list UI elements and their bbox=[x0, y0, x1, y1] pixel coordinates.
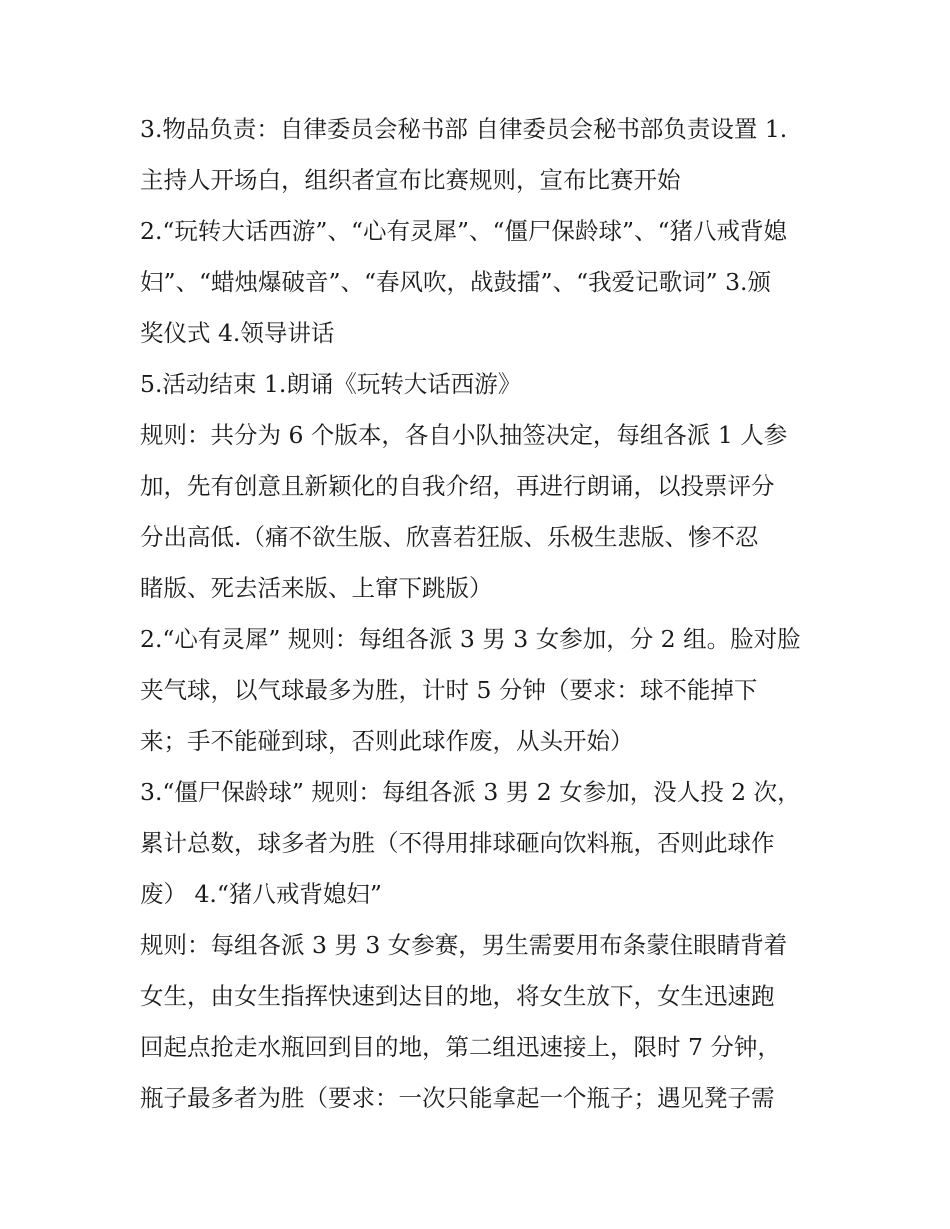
text-line: 规则：每组各派 3 男 3 女参赛，男生需要用布条蒙住眼睛背着 bbox=[140, 931, 788, 959]
document-body bbox=[140, 104, 820, 1124]
text-line: 废） 4.“猪八戒背媳妇” bbox=[140, 880, 382, 908]
text-line: 妇”、“蜡烛爆破音”、“春风吹，战鼓擂”、“我爱记歌词” 3.颁 bbox=[140, 268, 771, 296]
text-line: 主持人开场白，组织者宣布比赛规则，宣布比赛开始 bbox=[140, 166, 681, 194]
text-line: 规则：共分为 6 个版本，各自小队抽签决定，每组各派 1 人参 bbox=[140, 421, 788, 449]
text-line: 2.“玩转大话西游”、“心有灵犀”、“僵尸保龄球”、“猪八戒背媳 bbox=[140, 217, 788, 245]
text-line: 5.活动结束 1.朗诵《玩转大话西游》 bbox=[140, 370, 522, 398]
text-line: 来；手不能碰到球，否则此球作废，从头开始） bbox=[140, 727, 634, 755]
text-line: 2.“心有灵犀” 规则：每组各派 3 男 3 女参加，分 2 组。脸对脸 bbox=[140, 625, 801, 653]
text-line: 瓶子最多者为胜（要求：一次只能拿起一个瓶子；遇见凳子需 bbox=[140, 1084, 775, 1112]
text-line: 夹气球，以气球最多为胜，计时 5 分钟（要求：球不能掉下 bbox=[140, 676, 758, 704]
text-line: 睹版、死去活来版、上窜下跳版） bbox=[140, 574, 493, 602]
text-line: 累计总数，球多者为胜（不得用排球砸向饮料瓶，否则此球作 bbox=[140, 829, 775, 857]
text-line: 3.“僵尸保龄球” 规则：每组各派 3 男 2 女参加，没人投 2 次， bbox=[140, 778, 801, 806]
text-line: 回起点抢走水瓶回到目的地，第二组迅速接上，限时 7 分钟， bbox=[140, 1033, 781, 1061]
text-line: 3.物品负责：自律委员会秘书部 自律委员会秘书部负责设置 1. bbox=[140, 115, 788, 143]
text-line: 女生，由女生指挥快速到达目的地，将女生放下，女生迅速跑 bbox=[140, 982, 775, 1010]
text-line: 奖仪式 4.领导讲话 bbox=[140, 319, 335, 347]
text-line: 加，先有创意且新颖化的自我介绍，再进行朗诵，以投票评分 bbox=[140, 472, 775, 500]
text-line: 分出高低.（痛不欲生版、欣喜若狂版、乐极生悲版、惨不忍 bbox=[140, 523, 759, 551]
